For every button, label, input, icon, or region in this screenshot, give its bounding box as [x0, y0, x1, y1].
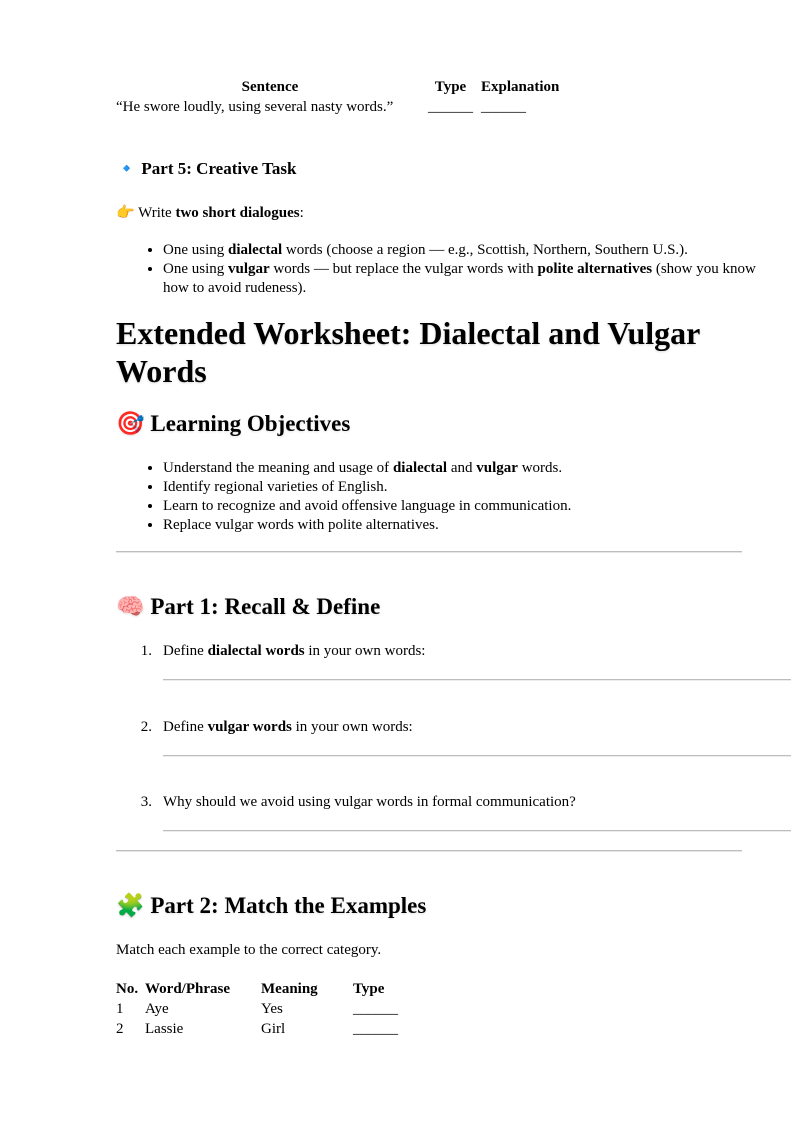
column-header-type: Type [353, 980, 385, 997]
page-title: Extended Worksheet: Dialectal and Vulgar Words [116, 315, 700, 389]
part5-instruction: 👉 Write two short dialogues: [116, 205, 304, 221]
answer-line-3[interactable] [163, 830, 791, 832]
part2-instruction: Match each example to the correct category. [116, 942, 382, 958]
column-header-explanation: Explanation [481, 78, 560, 95]
answer-line-2[interactable] [163, 755, 791, 757]
question-2: 2. Define vulgar words in your own words: [140, 719, 413, 735]
type-blank[interactable]: ______ [428, 98, 473, 115]
table-row: 2 Lassie Girl ______ [116, 1019, 413, 1039]
pointing-hand-icon: 👉 [116, 205, 135, 221]
list-item: • Understand the meaning and usage of dialectal and vulgar words. [163, 459, 783, 478]
table-header-row [116, 77, 563, 97]
column-header-meaning: Meaning [261, 980, 318, 997]
list-item: • Learn to recognize and avoid offensive language in communication. [163, 497, 783, 516]
table-header-row [116, 979, 413, 999]
list-item: • Replace vulgar words with polite alternatives. [163, 516, 783, 535]
part5-heading: 🔹 Part 5: Creative Task [116, 159, 297, 178]
sentence-cell: “He swore loudly, using several nasty words.” [116, 98, 394, 115]
objectives-heading: 🎯 Learning Objectives [116, 411, 351, 436]
list-item: • One using dialectal words (choose a region — e.g., Scottish, Northern, Southern U.S.). [163, 241, 783, 260]
explanation-blank[interactable]: ______ [481, 98, 526, 115]
divider [116, 850, 742, 852]
table-row [116, 97, 563, 117]
column-header-no: No. [116, 980, 139, 997]
list-item: • Identify regional varieties of English. [163, 478, 783, 497]
sentence-type-table [116, 77, 563, 117]
column-header-word: Word/Phrase [145, 980, 230, 997]
column-header-sentence: Sentence [241, 78, 299, 95]
match-table [116, 979, 413, 1039]
objectives-list [116, 459, 783, 535]
divider [116, 551, 742, 553]
answer-line-1[interactable] [163, 679, 791, 681]
column-header-type: Type [434, 78, 467, 95]
question-1: 1. Define dialectal words in your own words: [140, 643, 426, 659]
question-3: 3. Why should we avoid using vulgar words in formal communication? [140, 794, 576, 810]
type-blank[interactable]: ______ [353, 1020, 398, 1037]
part2-heading: 🧩 Part 2: Match the Examples [116, 893, 427, 918]
list-item: • One using vulgar words — but replace the vulgar words with polite alternatives (show you know how to avoid rudeness). [163, 260, 783, 298]
part5-list [116, 241, 783, 298]
type-blank[interactable]: ______ [353, 1000, 398, 1017]
part1-heading: 🧠 Part 1: Recall & Define [116, 594, 381, 619]
table-row: 1 Aye Yes ______ [116, 999, 413, 1019]
